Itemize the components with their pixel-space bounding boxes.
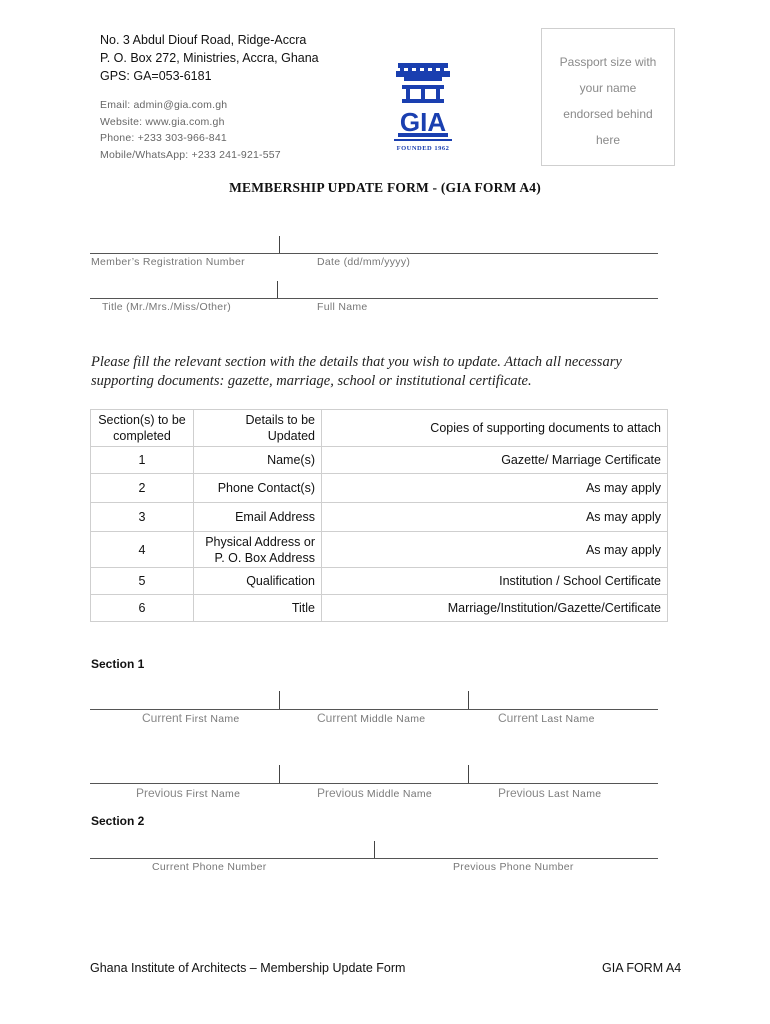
address-line-gps: GPS: GA=053-6181 bbox=[100, 69, 212, 83]
row-docs: Marriage/Institution/Gazette/Certificate bbox=[322, 595, 668, 622]
contact-block bbox=[100, 97, 281, 163]
address-block bbox=[100, 31, 319, 85]
registration-number-field[interactable] bbox=[90, 236, 279, 253]
previous-first-name-field[interactable] bbox=[90, 765, 279, 783]
form-title: MEMBERSHIP UPDATE FORM - (GIA FORM A4) bbox=[229, 180, 541, 195]
current-phone-field[interactable] bbox=[90, 841, 374, 858]
row-docs: Gazette/ Marriage Certificate bbox=[322, 447, 668, 474]
title-field[interactable] bbox=[90, 281, 277, 298]
table-row bbox=[91, 532, 668, 568]
previous-middle-name-field[interactable] bbox=[280, 765, 468, 783]
previous-last-name-label: Previous Last Name bbox=[498, 786, 602, 800]
title-label: Title (Mr./Mrs./Miss/Other) bbox=[102, 301, 232, 313]
row-section: 3 bbox=[91, 503, 194, 532]
row-section: 6 bbox=[91, 595, 194, 622]
contact-website: Website: www.gia.com.gh bbox=[100, 115, 225, 128]
current-middle-name-field[interactable] bbox=[280, 691, 468, 709]
registration-number-label: Member’s Registration Number bbox=[91, 256, 245, 268]
table-row bbox=[91, 568, 668, 595]
row-detail: Title bbox=[194, 595, 322, 622]
passport-line-4: here bbox=[595, 133, 621, 147]
header-details: Details to be Updated bbox=[194, 410, 322, 447]
footer-left: Ghana Institute of Architects – Membership Update Form bbox=[90, 961, 406, 975]
row-detail: Qualification bbox=[194, 568, 322, 595]
row-detail: Phone Contact(s) bbox=[194, 474, 322, 503]
phone-line bbox=[90, 858, 658, 859]
row-docs: As may apply bbox=[322, 503, 668, 532]
current-last-name-label: Current Last Name bbox=[498, 711, 595, 725]
current-first-name-label: Current First Name bbox=[142, 711, 240, 725]
contact-email: Email: admin@gia.com.gh bbox=[100, 99, 228, 111]
table-row bbox=[91, 447, 668, 474]
section-1-heading: Section 1 bbox=[91, 657, 145, 671]
address-line-street: No. 3 Abdul Diouf Road, Ridge-Accra bbox=[100, 33, 307, 47]
header-documents: Copies of supporting documents to attach bbox=[322, 410, 668, 447]
row-section: 4 bbox=[91, 532, 194, 568]
gia-logo-icon bbox=[392, 63, 454, 153]
passport-line-3: endorsed behind bbox=[563, 107, 653, 121]
current-phone-label: Current Phone Number bbox=[152, 861, 267, 873]
row-section: 5 bbox=[91, 568, 194, 595]
section-2-heading: Section 2 bbox=[91, 814, 145, 828]
field-line-title-name bbox=[90, 298, 658, 299]
previous-middle-name-label: Previous Middle Name bbox=[317, 786, 433, 800]
field-line-reg-date bbox=[90, 253, 658, 254]
passport-photo-box bbox=[541, 28, 675, 166]
row-detail: Name(s) bbox=[194, 447, 322, 474]
gia-logo bbox=[392, 63, 454, 153]
logo-wordmark: GIA bbox=[399, 107, 447, 137]
current-middle-name-label: Current Middle Name bbox=[317, 711, 426, 725]
table-header-row bbox=[91, 410, 668, 447]
instructions-text: Please fill the relevant section with the details that you wish to update. Attach all necessary supporting documents: gazette, marriage, school or institutional certificate. bbox=[91, 354, 622, 389]
current-first-name-field[interactable] bbox=[90, 691, 279, 709]
previous-name-line bbox=[90, 783, 658, 784]
row-detail: Email Address bbox=[194, 503, 322, 532]
current-last-name-field[interactable] bbox=[469, 691, 658, 709]
row-docs: Institution / School Certificate bbox=[322, 568, 668, 595]
contact-mobile: Mobile/WhatsApp: +233 241-921-557 bbox=[100, 148, 281, 161]
row-section: 2 bbox=[91, 474, 194, 503]
row-detail: Physical Address or P. O. Box Address bbox=[194, 532, 322, 568]
passport-line-2: your name bbox=[579, 81, 637, 95]
address-line-pobox: P. O. Box 272, Ministries, Accra, Ghana bbox=[100, 51, 319, 65]
previous-phone-field[interactable] bbox=[375, 841, 658, 858]
row-section: 1 bbox=[91, 447, 194, 474]
contact-phone: Phone: +233 303-966-841 bbox=[100, 132, 227, 144]
row-docs: As may apply bbox=[322, 474, 668, 503]
current-name-line bbox=[90, 709, 658, 710]
date-label: Date (dd/mm/yyyy) bbox=[317, 256, 411, 268]
passport-line-1: Passport size with bbox=[559, 55, 657, 69]
logo-founded: FOUNDED 1962 bbox=[396, 145, 450, 152]
header-section: Section(s) to be completed bbox=[91, 410, 194, 447]
date-field[interactable] bbox=[280, 236, 658, 253]
sections-table bbox=[90, 409, 668, 622]
footer-right: GIA FORM A4 bbox=[602, 961, 682, 975]
table-row bbox=[91, 503, 668, 532]
full-name-field[interactable] bbox=[278, 281, 658, 298]
full-name-label: Full Name bbox=[317, 301, 368, 313]
row-docs: As may apply bbox=[322, 532, 668, 568]
previous-last-name-field[interactable] bbox=[469, 765, 658, 783]
previous-first-name-label: Previous First Name bbox=[136, 786, 241, 800]
table-row bbox=[91, 474, 668, 503]
table-row bbox=[91, 595, 668, 622]
previous-phone-label: Previous Phone Number bbox=[453, 861, 574, 873]
